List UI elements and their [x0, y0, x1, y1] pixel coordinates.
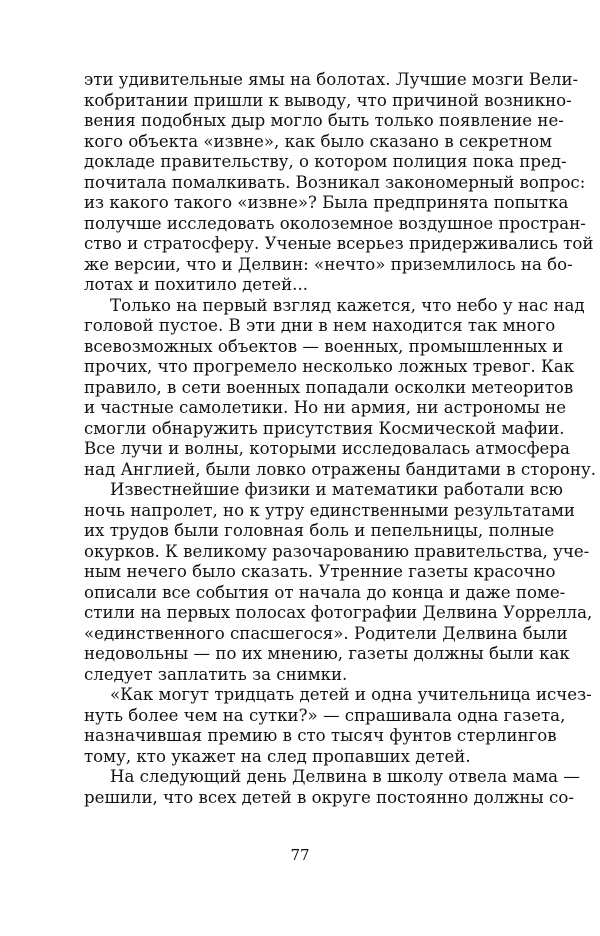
text-line: кобритании пришли к выводу, что причиной возникно-: [84, 90, 572, 110]
text-line: докладе правительству, о котором полиция пока пред-: [84, 152, 567, 171]
text-line: головой пустое. В эти дни в нем находится так много: [84, 316, 556, 335]
text-line: же версии, что и Делвин: «нечто» приземлилось на бо-: [84, 254, 573, 274]
text-line: ство и стратосферу. Ученые всерьез придерживались той: [84, 234, 594, 253]
text-line: всевозможных объектов — военных, промышленных и: [84, 336, 564, 356]
text-line: правило, в сети военных попадали осколки метеоритов: [84, 377, 574, 397]
page-body: [84, 70, 597, 808]
paragraph-2: [84, 295, 597, 481]
paragraph-4: [84, 685, 592, 767]
text-line: получше исследовать околоземное воздушное простран-: [84, 213, 586, 233]
text-line: прочих, что прогремело несколько ложных тревог. Как: [84, 357, 575, 376]
page-number: 77: [290, 846, 310, 864]
text-line: решили, что всех детей в округе постоянно должны со-: [84, 787, 574, 807]
text-line: над Англией, были ловко отражены бандитами в сторону.: [84, 459, 597, 479]
text-line: следует заплатить за снимки.: [84, 664, 348, 684]
text-line: назначившая премию в сто тысяч фунтов стерлингов: [84, 726, 557, 745]
text-line: ным нечего было сказать. Утренние газеты красочно: [84, 562, 556, 581]
paragraph-3: [84, 480, 593, 685]
text-line: лотах и похитило детей...: [84, 275, 309, 294]
text-line: Известнейшие физики и математики работали всю: [110, 480, 563, 499]
text-line: «Как могут тридцать детей и одна учительница исчез-: [110, 685, 592, 704]
text-line: Все лучи и волны, которыми исследовалась атмосфера: [84, 439, 570, 458]
text-line: нуть более чем на сутки?» — спрашивала одна газета,: [84, 705, 566, 725]
text-line: эти удивительные ямы на болотах. Лучшие мозги Вели-: [84, 70, 579, 89]
text-line: «единственного спасшегося». Родители Делвина были: [84, 623, 568, 643]
text-line: и частные самолетики. Но ни армия, ни астрономы не: [84, 398, 567, 417]
text-line: почитала помалкивать. Возникал закономерный вопрос:: [84, 172, 586, 192]
text-line: вения подобных дыр могло быть только появление не-: [84, 111, 564, 130]
text-line: На следующий день Делвина в школу отвела мама —: [110, 767, 580, 786]
text-line: ночь напролет, но к утру единственными результатами: [84, 500, 575, 520]
text-line: их трудов были головная боль и пепельницы, полные: [84, 521, 555, 540]
text-line: Только на первый взгляд кажется, что небо у нас над: [110, 295, 585, 315]
text-line: недовольны — по их мнению, газеты должны были как: [84, 644, 570, 663]
text-line: окурков. К великому разочарованию правительства, уче-: [84, 541, 590, 561]
text-line: стили на первых полосах фотографии Делвина Уоррелла,: [84, 603, 593, 622]
paragraph-1: [84, 70, 594, 296]
text-line: описали все события от начала до конца и даже поме-: [84, 582, 566, 602]
text-line: смогли обнаружить присутствия Космической мафии.: [84, 418, 565, 438]
text-line: кого объекта «извне», как было сказано в секретном: [84, 131, 553, 151]
text-line: тому, кто укажет на след пропавших детей.: [84, 746, 471, 766]
text-line: из какого такого «извне»? Была предпринята попытка: [84, 193, 569, 212]
paragraph-5: [84, 767, 580, 808]
